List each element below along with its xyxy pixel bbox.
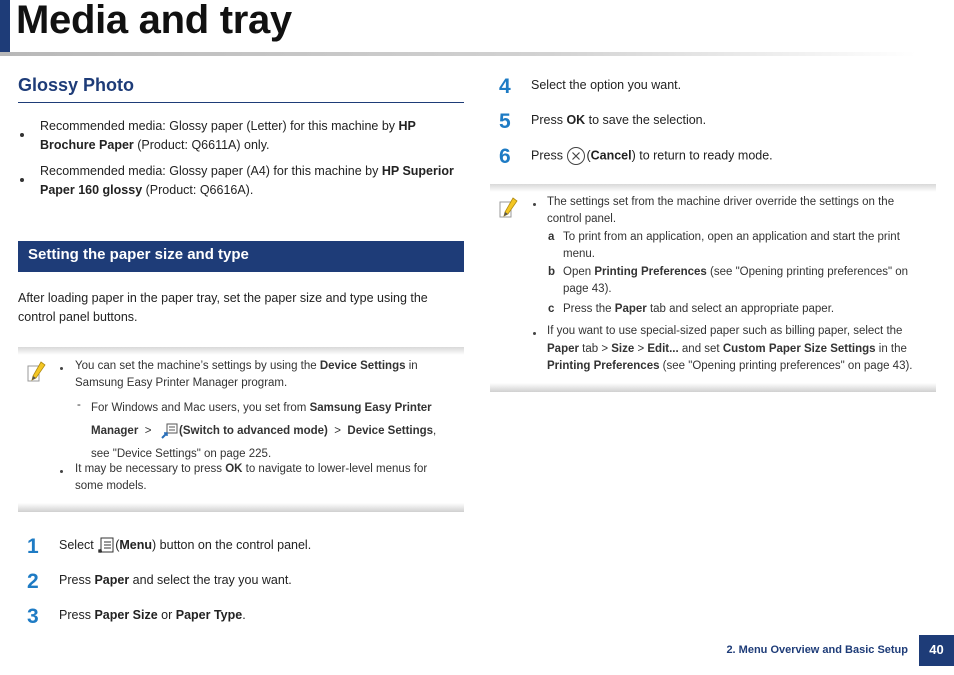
- section-heading: Glossy Photo: [18, 75, 135, 95]
- bullet-dot: [533, 203, 536, 206]
- subsection-title: Setting the paper size and type: [28, 246, 249, 263]
- switch-advanced-mode-icon: [161, 423, 179, 439]
- step-number: 4: [499, 75, 511, 98]
- note-top-shade: [490, 184, 936, 192]
- bullet-dot: [533, 332, 536, 335]
- menu-icon: [97, 537, 115, 555]
- note-top-shade: [18, 347, 464, 355]
- list-letter: c: [548, 303, 555, 315]
- note-bottom-shade: [18, 503, 464, 512]
- footer-chapter: 2. Menu Overview and Basic Setup: [726, 644, 908, 656]
- page-title: Media and tray: [16, 0, 292, 42]
- note-item: If you want to use special-sized paper such as billing paper, select the: [547, 325, 903, 337]
- step-number: 2: [27, 570, 39, 593]
- note-icon: [497, 196, 519, 220]
- step-number: 3: [27, 605, 39, 628]
- dash-marker: -: [77, 399, 81, 411]
- note-item-line: Paper tab > Size > Edit... and set Custom Paper Size Settings in the: [547, 343, 907, 355]
- step-text: Press (Cancel) to return to ready mode.: [531, 146, 931, 166]
- intro-paragraph: After loading paper in the paper tray, set the paper size and type using the control panel buttons.: [18, 291, 428, 324]
- bullet-item: Recommended media: Glossy paper (A4) for this machine by HP Superior Paper 160 glossy (Product: Q6616A).: [40, 164, 454, 197]
- note-item: The settings set from the machine driver override the settings on the control panel.: [547, 196, 895, 225]
- title-divider: [0, 52, 916, 56]
- step-text: Select (Menu) button on the control panel.: [59, 536, 459, 555]
- header-accent-bar: [0, 0, 10, 52]
- bullet-item: Recommended media: Glossy paper (Letter) for this machine by HP Brochure Paper (Product: Q6611A) only.: [40, 119, 416, 152]
- step-number: 1: [27, 535, 39, 558]
- note-item-line: Printing Preferences (see "Opening printing preferences" on page 43).: [547, 360, 913, 372]
- section-divider: [18, 102, 464, 103]
- note-item: You can set the machine’s settings by using the Device Settings in Samsung Easy Printer Manager program.: [75, 360, 418, 389]
- bullet-dot: [60, 470, 63, 473]
- note-icon: [25, 360, 47, 384]
- page-number: 40: [919, 635, 954, 666]
- note-bottom-shade: [490, 383, 936, 392]
- note-subitem: For Windows and Mac users, you set from Samsung Easy Printer Manager > (Switch to advanced mode) > Device Settings, see "Device Settings" on page 225.: [91, 402, 437, 460]
- note-item: It may be necessary to press OK to navigate to lower-level menus for some models.: [75, 463, 428, 492]
- step-number: 6: [499, 145, 511, 168]
- note-subitem: Press the Paper tab and select an appropriate paper.: [563, 303, 835, 315]
- bullet-dot: [20, 133, 24, 137]
- list-letter: b: [548, 266, 556, 278]
- bullet-dot: [60, 367, 63, 370]
- step-text: Select the option you want.: [531, 78, 682, 92]
- note-subitem: To print from an application, open an application and start the print menu.: [563, 231, 900, 260]
- step-number: 5: [499, 110, 511, 133]
- step-text: Press OK to save the selection.: [531, 113, 707, 127]
- list-letter: a: [548, 231, 555, 243]
- step-text: Press Paper Size or Paper Type.: [59, 608, 246, 622]
- cancel-icon: [566, 146, 586, 166]
- step-text: Press Paper and select the tray you want.: [59, 573, 292, 587]
- note-subitem: Open Printing Preferences (see "Opening printing preferences" on page 43).: [563, 266, 909, 295]
- bullet-dot: [20, 178, 24, 182]
